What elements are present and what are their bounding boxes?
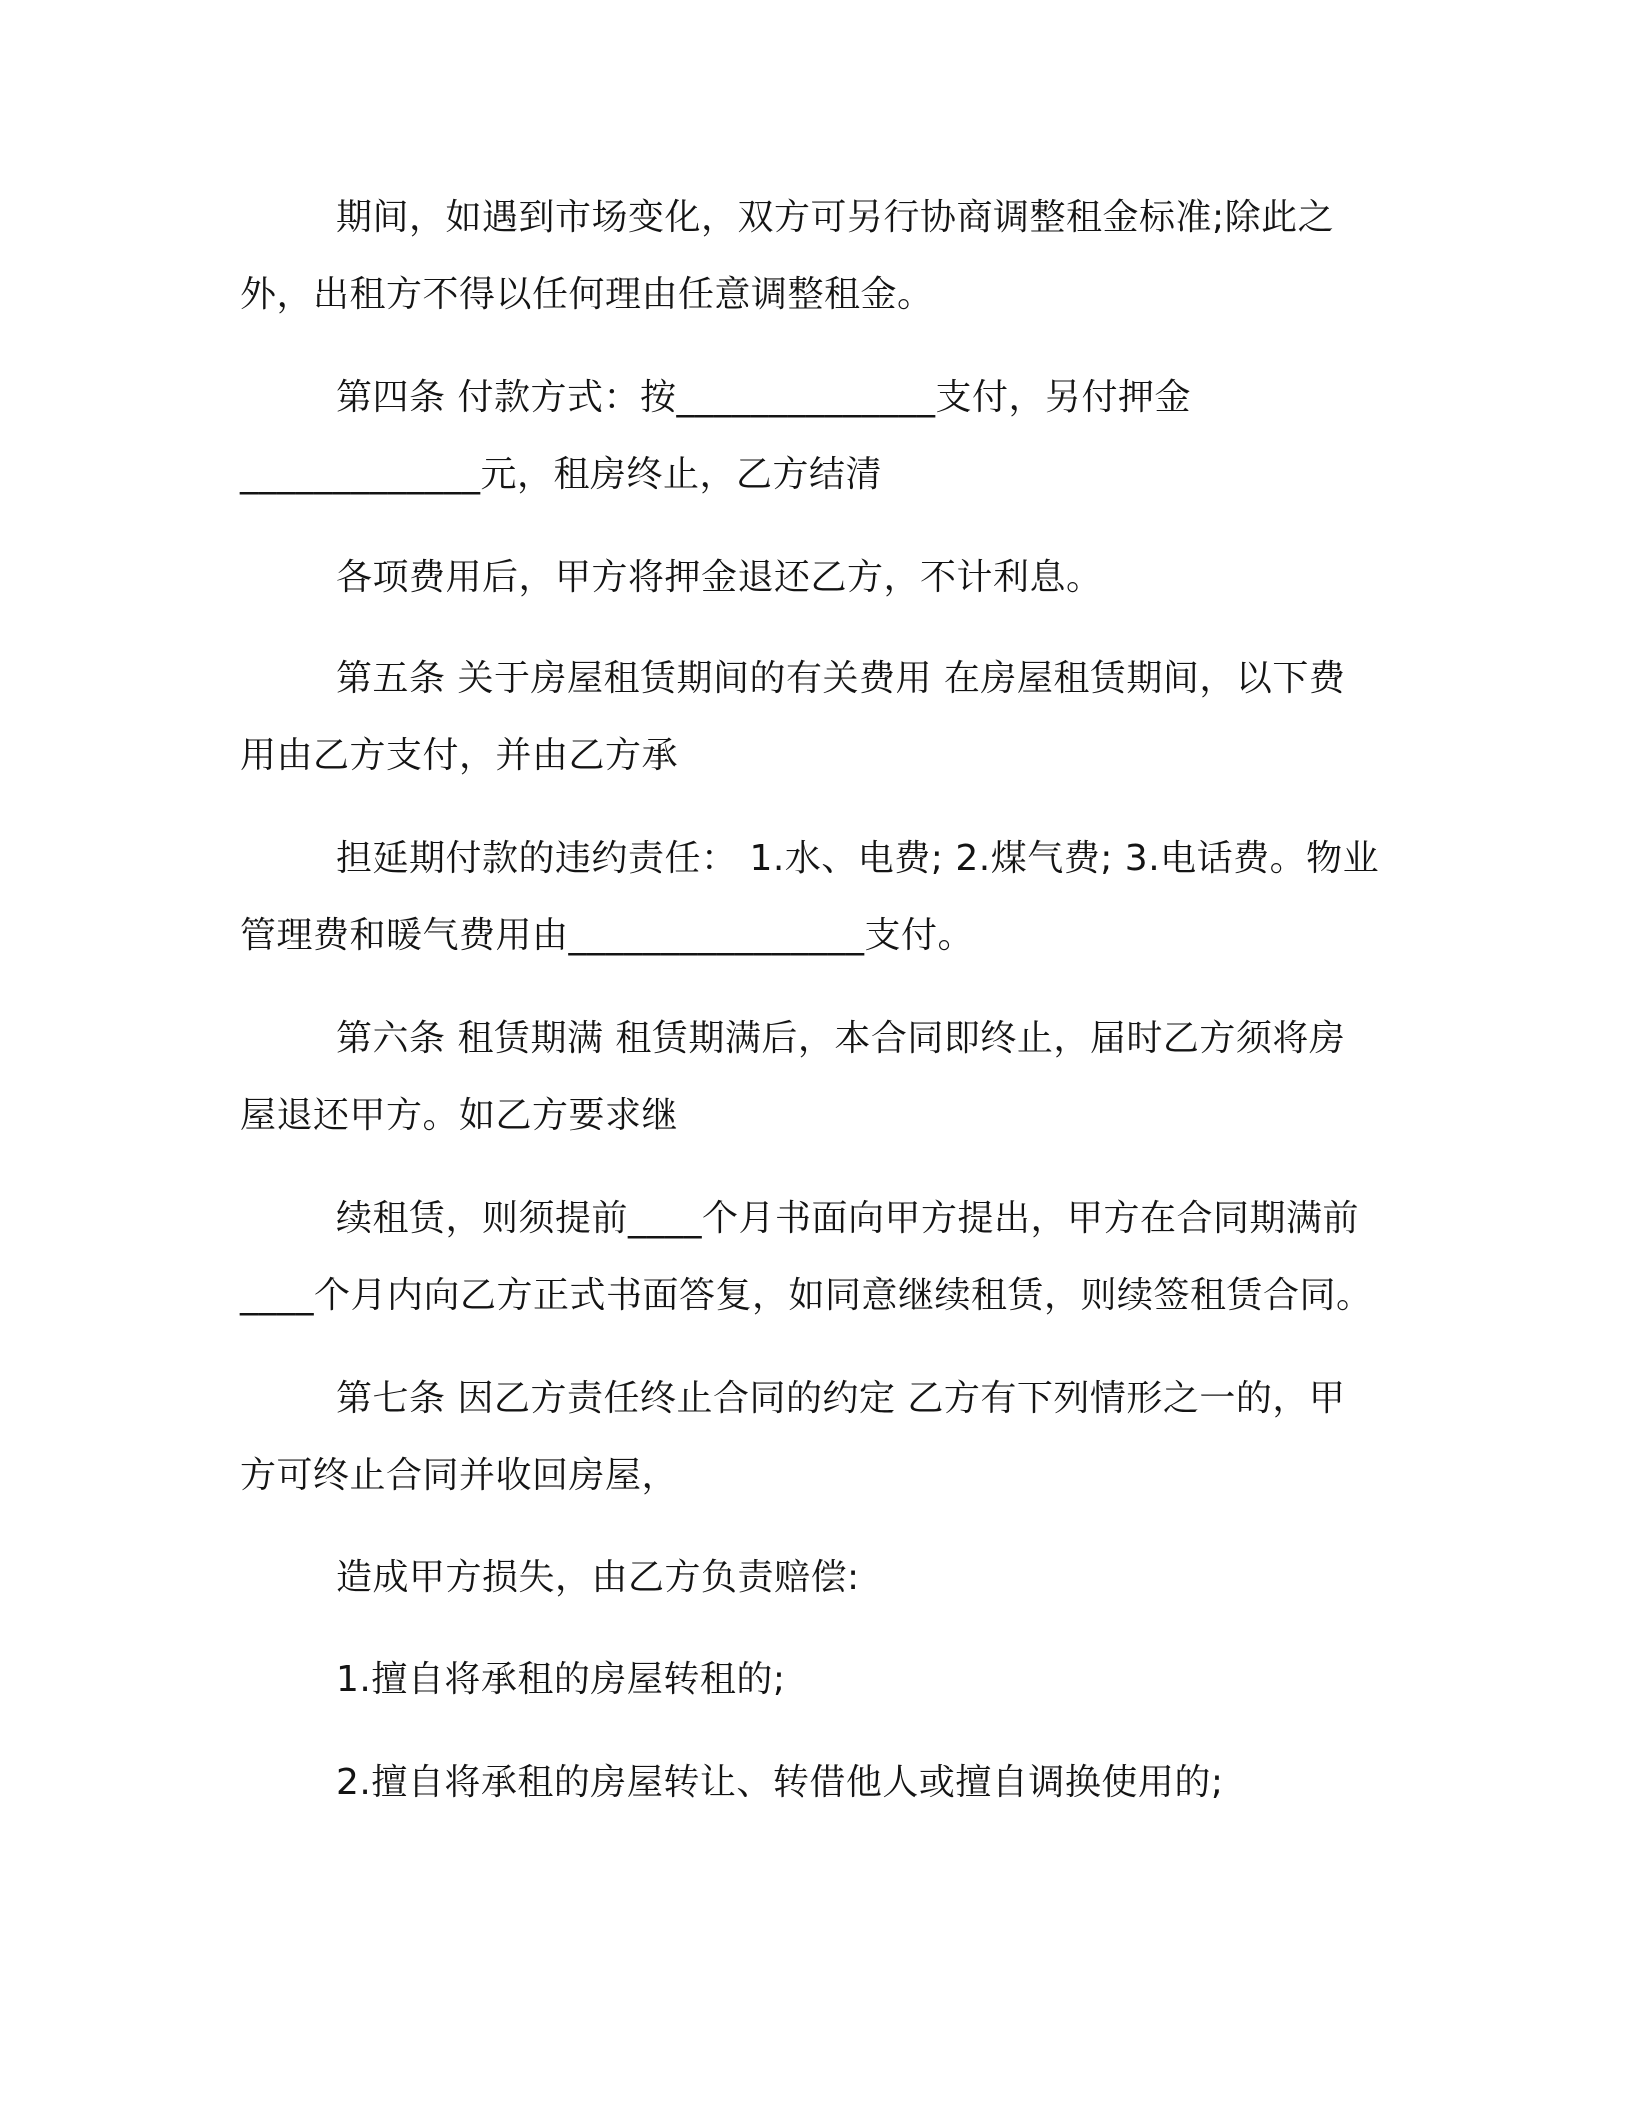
text-line: 期间，如遇到市场变化，双方可另行协商调整租金标准;除此之 — [336, 197, 1335, 238]
text-line: 2.擅自将承租的房屋转让、转借他人或擅自调换使用的; — [336, 1762, 1224, 1803]
text-line: 屋退还甲方。如乙方要求继 — [240, 1095, 679, 1136]
text-line: _____________元，租房终止，乙方结清 — [240, 454, 883, 495]
text-line: 造成甲方损失，由乙方负责赔偿: — [336, 1557, 860, 1598]
text-line: 担延期付款的违约责任： 1.水、电费; 2.煤气费; 3.电话费。物业 — [336, 838, 1380, 879]
text-line: 第七条 因乙方责任终止合同的约定 乙方有下列情形之一的，甲 — [336, 1378, 1346, 1419]
text-line: 第五条 关于房屋租赁期间的有关费用 在房屋租赁期间，以下费 — [336, 658, 1346, 699]
text-line: 第四条 付款方式：按______________支付，另付押金 — [336, 377, 1191, 418]
text-line: 管理费和暖气费用由________________支付。 — [240, 915, 975, 956]
text-line: 方可终止合同并收回房屋， — [240, 1455, 679, 1496]
text-line: 第六条 租赁期满 租赁期满后，本合同即终止，届时乙方须将房 — [336, 1018, 1346, 1059]
text-line: 各项费用后，甲方将押金退还乙方，不计利息。 — [336, 557, 1103, 598]
text-line: 续租赁，则须提前____个月书面向甲方提出，甲方在合同期满前 — [336, 1198, 1360, 1239]
text-line: 外，出租方不得以任何理由任意调整租金。 — [240, 274, 934, 315]
text-line: 1.擅自将承租的房屋转租的; — [336, 1659, 786, 1700]
text-line: 用由乙方支付，并由乙方承 — [240, 735, 679, 776]
text-line: ____个月内向乙方正式书面答复，如同意继续租赁，则续签租赁合同。 — [240, 1275, 1373, 1316]
